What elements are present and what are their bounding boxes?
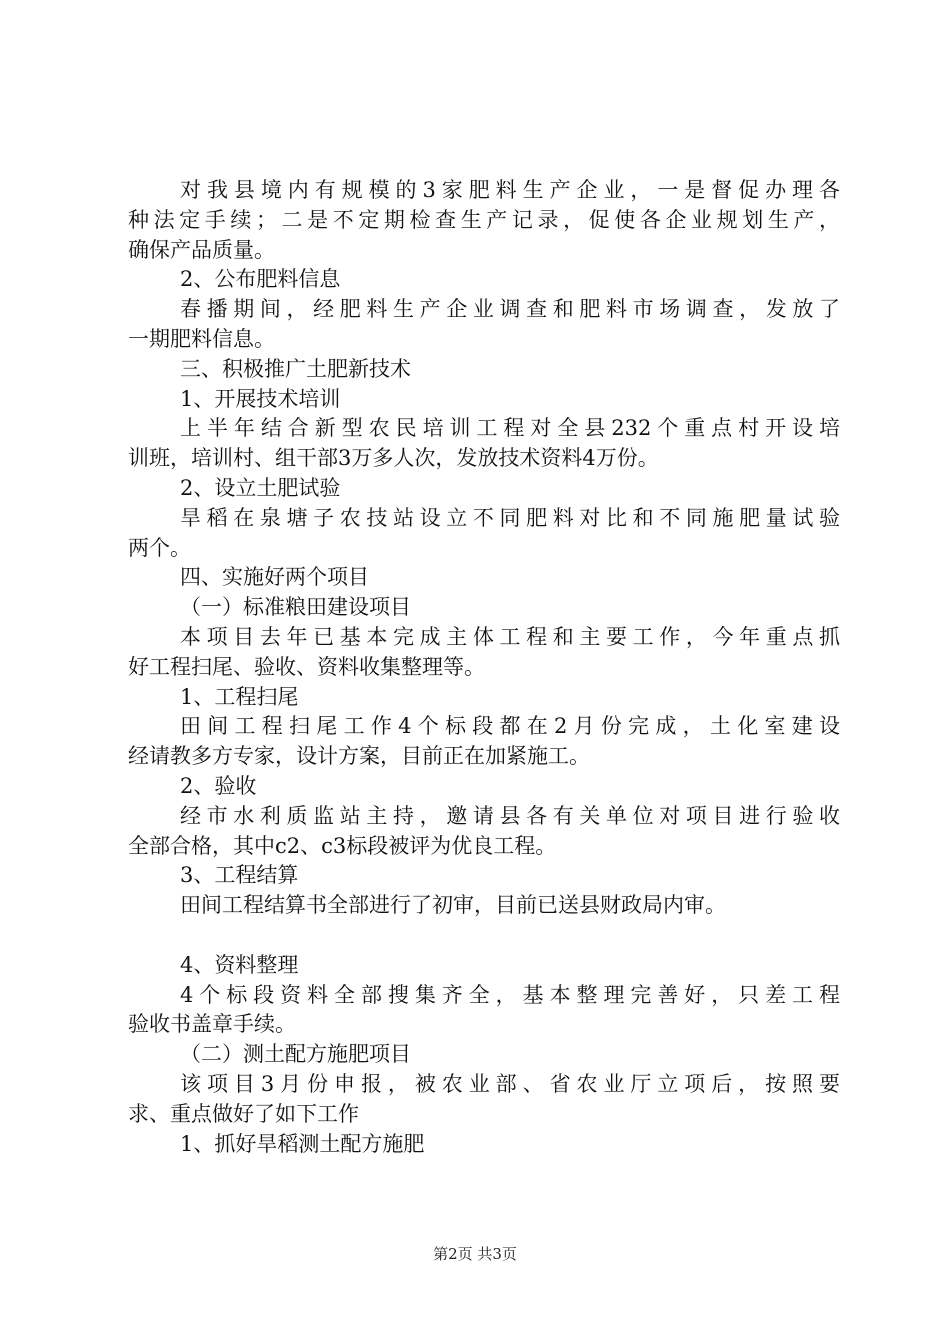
document-body <box>128 176 840 1159</box>
paragraph-line: 经市水利质监站主持，邀请县各有关单位对项目进行验收 <box>180 803 840 828</box>
section-heading: 4、资料整理 <box>180 952 299 977</box>
paragraph-line: 全部合格，其中c2、c3标段被评为优良工程。 <box>128 833 557 858</box>
paragraph-line: 验收书盖章手续。 <box>128 1012 296 1037</box>
section-heading: 3、工程结算 <box>180 863 299 888</box>
paragraph-line: 本项目去年已基本完成主体工程和主要工作，今年重点抓 <box>180 624 840 649</box>
page-number-footer: 第2页 共3页 <box>433 1245 517 1263</box>
section-heading: 2、验收 <box>180 773 257 798</box>
section-heading: 1、开展技术培训 <box>180 386 341 411</box>
paragraph-line: 对我县境内有规模的3家肥料生产企业，一是督促办理各 <box>180 178 840 202</box>
paragraph-line: 确保产品质量。 <box>128 237 275 262</box>
section-heading: （二）测土配方施肥项目 <box>180 1042 411 1067</box>
paragraph-line: 种法定手续；二是不定期检查生产记录，促使各企业规划生产， <box>128 207 840 232</box>
section-heading: 三、积极推广土肥新技术 <box>180 356 411 381</box>
paragraph-line: 求、重点做好了如下工作 <box>128 1101 359 1126</box>
section-heading: 2、设立土肥试验 <box>180 475 341 500</box>
section-heading: 四、实施好两个项目 <box>180 565 369 590</box>
paragraph-line: 田间工程结算书全部进行了初审，目前已送县财政局内审。 <box>180 893 726 918</box>
paragraph-line: 该项目3月份申报，被农业部、省农业厅立项后，按照要 <box>180 1071 840 1096</box>
paragraph-line: 两个。 <box>128 535 191 560</box>
paragraph-line: 上半年结合新型农民培训工程对全县232个重点村开设培 <box>180 416 840 441</box>
paragraph-line: 旱稻在泉塘子农技站设立不同肥料对比和不同施肥量试验 <box>180 505 840 530</box>
blank-line <box>128 921 840 951</box>
paragraph-line: 田间工程扫尾工作4个标段都在2月份完成，土化室建设 <box>180 714 840 739</box>
paragraph-line: 经请教多方专家，设计方案，目前正在加紧施工。 <box>128 744 590 769</box>
paragraph-line: 一期肥料信息。 <box>128 326 275 351</box>
paragraph-line: 4个标段资料全部搜集齐全，基本整理完善好，只差工程 <box>180 982 840 1007</box>
section-heading: 2、公布肥料信息 <box>180 267 341 292</box>
section-heading: 1、工程扫尾 <box>180 684 299 709</box>
paragraph-line: 训班，培训村、组干部3万多人次，发放技术资料4万份。 <box>128 446 659 471</box>
section-heading: （一）标准粮田建设项目 <box>180 595 411 620</box>
section-heading: 1、抓好旱稻测土配方施肥 <box>180 1131 425 1156</box>
paragraph-line: 春播期间，经肥料生产企业调查和肥料市场调查，发放了 <box>180 297 840 322</box>
paragraph-line: 好工程扫尾、验收、资料收集整理等。 <box>128 654 485 679</box>
